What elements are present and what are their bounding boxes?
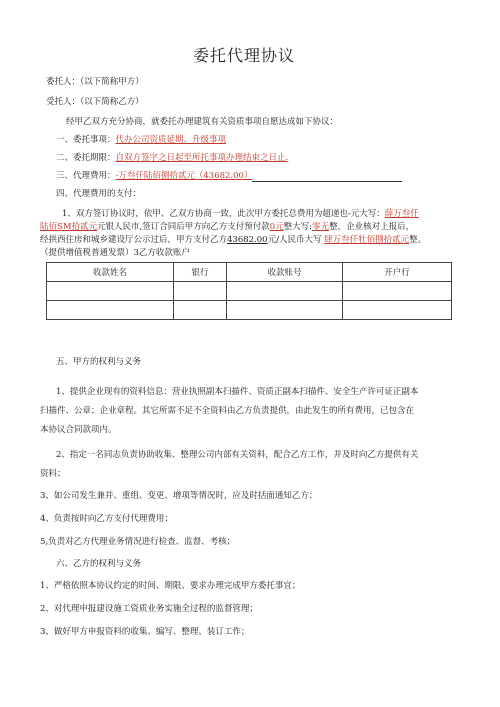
s5-p1-line3: 本协议合同款项内。 — [40, 425, 117, 435]
table-cell — [47, 282, 174, 301]
item-1-label: 一、委托事项： — [56, 135, 116, 145]
payment-line-1 — [62, 208, 419, 220]
item-3-value: -万叁仟陆佰捌拾贰元（43682.00） — [115, 171, 253, 181]
section-6-heading: 六、乙方的权利与义务 — [56, 559, 142, 569]
table-header: 收款姓名 — [47, 263, 174, 282]
intro-text: 经甲乙双方充分协商，就委托办理建筑有关资质事项自愿达成如下协议： — [66, 117, 339, 127]
table-cell — [174, 301, 227, 320]
section-5-heading: 五、甲方的权利与义务 — [56, 357, 142, 367]
table-cell — [174, 282, 227, 301]
prepayment-amount: 0元 — [269, 222, 284, 232]
s5-p1-line1: 1、提供企业现有的资料信息：营业执照副本扫描件、资质正副本扫描件、安全生产许可证正副本 — [56, 387, 419, 397]
document-title: 委托代理协议 — [193, 46, 296, 65]
item-2 — [56, 152, 288, 164]
s5-p3: 3、如公司发生兼并、重组、变更、增项等情况时，应及时括面通知乙方； — [40, 491, 318, 501]
table-cell — [343, 282, 452, 301]
table-row — [47, 301, 452, 320]
item-2-label: 二、委托期限： — [56, 153, 116, 163]
payment-text: 整，企业核对上报后， — [329, 222, 415, 232]
payment-line-4: （提供增值税普通发票）3乙方收款账户 — [40, 248, 190, 258]
payment-text: 1、双方签订协议时，依甲、乙双方协商一致，此次甲方委托总费用为超递也-元大写： — [62, 209, 385, 219]
payment-amount-words: 薛万叁仟 — [384, 209, 419, 219]
payment-amount-words-cont: 陆佰SM拾贰元 — [40, 222, 98, 232]
item-1 — [56, 134, 226, 146]
s5-p2-line1: 2、指定一名同志负责协助收集、整理公司内部有关资料，配合乙方工作，并及时向乙方提供有关 — [56, 450, 419, 460]
item-2-value: 自双方签字之日起至所托事项办理结束之日止. — [115, 153, 289, 163]
s5-p4: 4、负责按时向乙方支付代理费用； — [40, 514, 173, 524]
client-line: 委托人：（以下简称甲方） — [46, 77, 144, 87]
table-header: 收款账号 — [227, 263, 343, 282]
table-header: 开户行 — [343, 263, 452, 282]
s6-p1: 1、严格依照本协议约定的时间、期限、要求办理完成甲方委托事宜； — [40, 581, 301, 591]
s5-p2-line2: 资料； — [40, 469, 66, 479]
final-payment-words: 肆万叁仟牡佰捌拾贰元 — [324, 235, 410, 245]
s6-p3: 3、做好甲方申报资料的收集、编写、整理、装订工作； — [40, 627, 250, 637]
payment-text: 整大写: — [283, 222, 313, 232]
s5-p5: 5,负责对乙方代理业务情况进行检查、监督、考核； — [40, 537, 236, 547]
s5-p1-line2: 扫描件、公章；企业章程。其它所需不足不全资料由乙方负责提供，由此发生的所有费用，已包含在 — [40, 406, 415, 416]
bank-account-table — [46, 262, 452, 320]
table-cell — [227, 301, 343, 320]
payment-text: 整。 — [409, 235, 427, 245]
table-cell — [227, 282, 343, 301]
table-cell — [343, 301, 452, 320]
item-3-blank-line — [252, 172, 402, 182]
payment-text: 经拱西住房和城乡建设厅公示过后，甲方支付乙方 — [40, 235, 228, 245]
table-row — [47, 282, 452, 301]
agent-line: 受托人：（以下简称乙方） — [46, 97, 144, 107]
item-3-label: 三、代理费用： — [56, 171, 116, 181]
payment-text: 元/人民币大写 — [267, 235, 322, 245]
item-1-value: 代办公司资质延期、升级事项 — [115, 135, 227, 145]
final-payment-amount: 43682.00 — [227, 235, 268, 245]
table-header: 银行 — [174, 263, 227, 282]
table-header-row — [47, 263, 452, 282]
item-4: 四、代理费用的支付： — [56, 189, 142, 199]
item-3 — [56, 170, 402, 182]
payment-text: 元银人民市,签订合同后甲方向乙方支付预付款 — [97, 222, 270, 232]
payment-line-3 — [40, 234, 426, 246]
s6-p2: 2、对代理申报建设施工资质业务实施全过程的监督管理； — [40, 604, 258, 614]
prepayment-words: 零无 — [312, 222, 330, 232]
payment-line-2 — [40, 221, 414, 233]
table-cell — [47, 301, 174, 320]
